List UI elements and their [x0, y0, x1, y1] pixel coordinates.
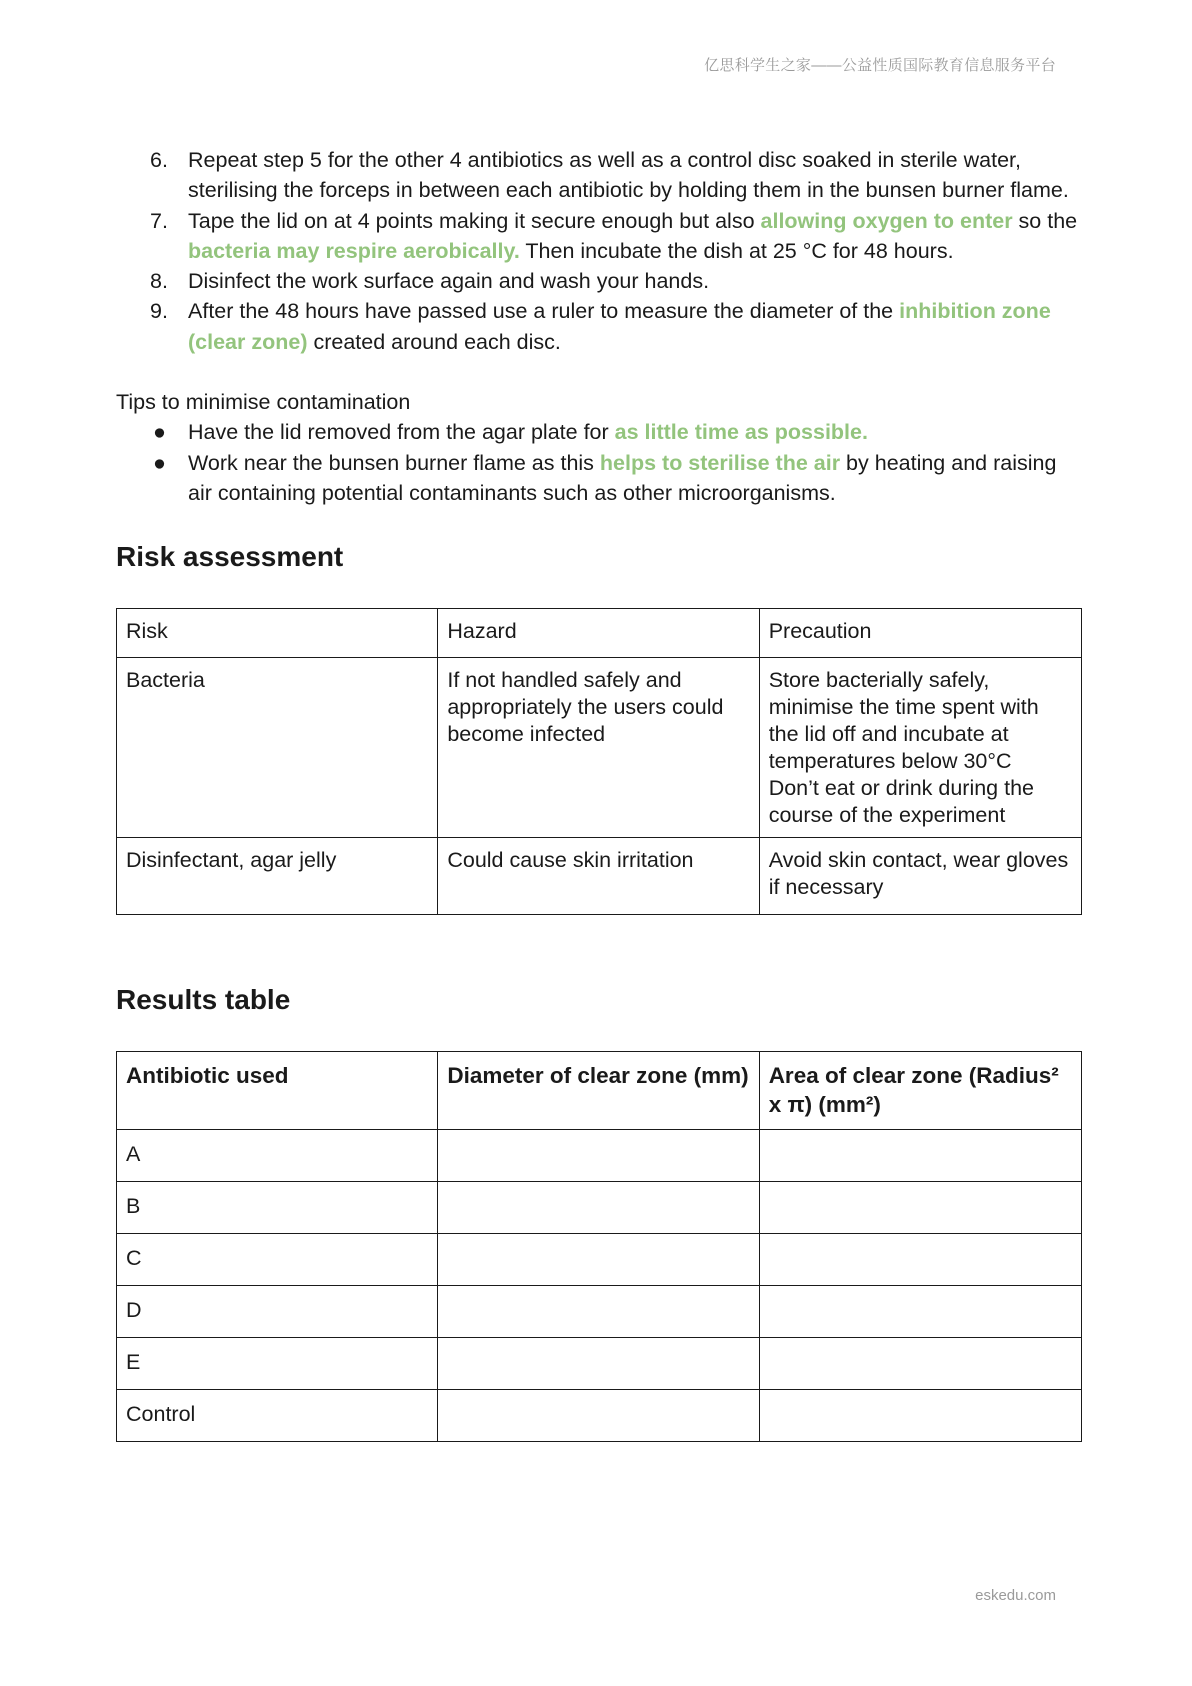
- antibiotic-cell: D: [117, 1286, 438, 1338]
- results-table-row: [117, 1338, 1082, 1390]
- diameter-cell: [438, 1130, 759, 1182]
- area-cell: [759, 1390, 1081, 1442]
- highlighted-text: inhibition zone (clear zone): [188, 299, 1051, 354]
- diameter-cell: [438, 1338, 759, 1390]
- procedure-step: [116, 206, 1086, 267]
- results-table: [116, 1051, 1082, 1442]
- procedure-steps-list: [116, 145, 1086, 357]
- hazard-cell: Could cause skin irritation: [438, 838, 759, 915]
- risk-header-hazard: Hazard: [438, 609, 759, 658]
- hazard-cell: If not handled safely and appropriately the users could become infected: [438, 658, 759, 838]
- precaution-line: [769, 667, 1072, 829]
- risk-header-precaution: Precaution: [759, 609, 1081, 658]
- precaution-cell: Avoid skin contact, wear gloves if necessary: [759, 838, 1081, 915]
- text-line: Don’t eat or drink during the course of the experiment: [768, 776, 1035, 828]
- tips-heading: Tips to minimise contamination: [116, 390, 411, 415]
- tip-item: [116, 417, 1086, 447]
- antibiotic-cell: Control: [117, 1390, 438, 1442]
- antibiotic-cell: E: [117, 1338, 438, 1390]
- footer-watermark: eskedu.com: [975, 1587, 1056, 1604]
- procedure-step: [116, 145, 1086, 206]
- step-number: 8.: [150, 269, 168, 294]
- body-text: so the: [1012, 208, 1078, 233]
- risk-cell: Disinfectant, agar jelly: [117, 838, 438, 915]
- body-text: by heating and raising air containing potential contaminants such as other microorganisms.: [188, 450, 1057, 505]
- procedure-step: [116, 296, 1086, 357]
- step-number: 7.: [150, 208, 168, 233]
- risk-assessment-table: [116, 608, 1082, 915]
- precaution-cell: [759, 658, 1081, 838]
- body-text: Then incubate the dish at 25 °C for 48 hours.: [519, 238, 954, 263]
- tip-item: [116, 448, 1086, 509]
- area-cell: [759, 1338, 1081, 1390]
- diameter-cell: [438, 1286, 759, 1338]
- results-table-row: [117, 1234, 1082, 1286]
- step-number: 6.: [150, 148, 168, 172]
- body-text: Have the lid removed from the agar plate for: [188, 420, 615, 445]
- risk-cell: Bacteria: [117, 658, 438, 838]
- area-cell: [759, 1234, 1081, 1286]
- results-table-header-row: [117, 1052, 1082, 1130]
- risk-table-row: [117, 838, 1082, 915]
- highlighted-text: allowing oxygen to enter: [760, 208, 1013, 233]
- results-header-antibiotic: Antibiotic used: [117, 1052, 438, 1130]
- highlighted-text: bacteria may respire aerobically.: [188, 238, 520, 263]
- body-text: Work near the bunsen burner flame as this: [188, 450, 600, 475]
- risk-table-header-row: [117, 609, 1082, 658]
- body-text: Repeat step 5 for the other 4 antibiotics as well as a control disc soaked in sterile water, sterilising the forceps in between each antibiotic by holding them in the bunsen burner flame.: [188, 148, 1069, 203]
- body-text: Disinfect the work surface again and wash your hands.: [188, 269, 710, 294]
- results-table-heading: Results table: [116, 984, 291, 1016]
- results-table-row: [117, 1182, 1082, 1234]
- bullet-icon: ●: [153, 450, 166, 475]
- body-text: created around each disc.: [307, 329, 561, 354]
- risk-header-risk: Risk: [117, 609, 438, 658]
- diameter-cell: [438, 1390, 759, 1442]
- highlighted-text: as little time as possible.: [614, 420, 868, 445]
- body-text: Tape the lid on at 4 points making it secure enough but also: [188, 208, 761, 233]
- area-cell: [759, 1182, 1081, 1234]
- results-table-row: [117, 1390, 1082, 1442]
- highlighted-text: helps to sterilise the air: [599, 450, 841, 475]
- antibiotic-cell: B: [117, 1182, 438, 1234]
- procedure-step: [116, 266, 1086, 296]
- body-text: After the 48 hours have passed use a ruler to measure the diameter of the: [188, 299, 900, 324]
- antibiotic-cell: A: [117, 1130, 438, 1182]
- bullet-icon: ●: [153, 420, 166, 445]
- antibiotic-cell: C: [117, 1234, 438, 1286]
- results-table-row: [117, 1130, 1082, 1182]
- area-cell: [759, 1286, 1081, 1338]
- text-line: Store bacterially safely, minimise the time spent with the lid off and incubate at temperatures below 30°C: [768, 668, 1039, 774]
- step-number: 9.: [150, 299, 168, 324]
- diameter-cell: [438, 1234, 759, 1286]
- document-body: [116, 145, 1086, 1442]
- results-table-row: [117, 1286, 1082, 1338]
- tips-list: [116, 417, 1086, 508]
- risk-table-row: [117, 658, 1082, 838]
- results-header-area: Area of clear zone (Radius² x π) (mm²): [759, 1052, 1081, 1130]
- area-cell: [759, 1130, 1081, 1182]
- diameter-cell: [438, 1182, 759, 1234]
- header-watermark: 亿思科学生之家——公益性质国际教育信息服务平台: [704, 57, 1056, 74]
- risk-assessment-heading: Risk assessment: [116, 541, 344, 573]
- results-header-diameter: Diameter of clear zone (mm): [438, 1052, 759, 1130]
